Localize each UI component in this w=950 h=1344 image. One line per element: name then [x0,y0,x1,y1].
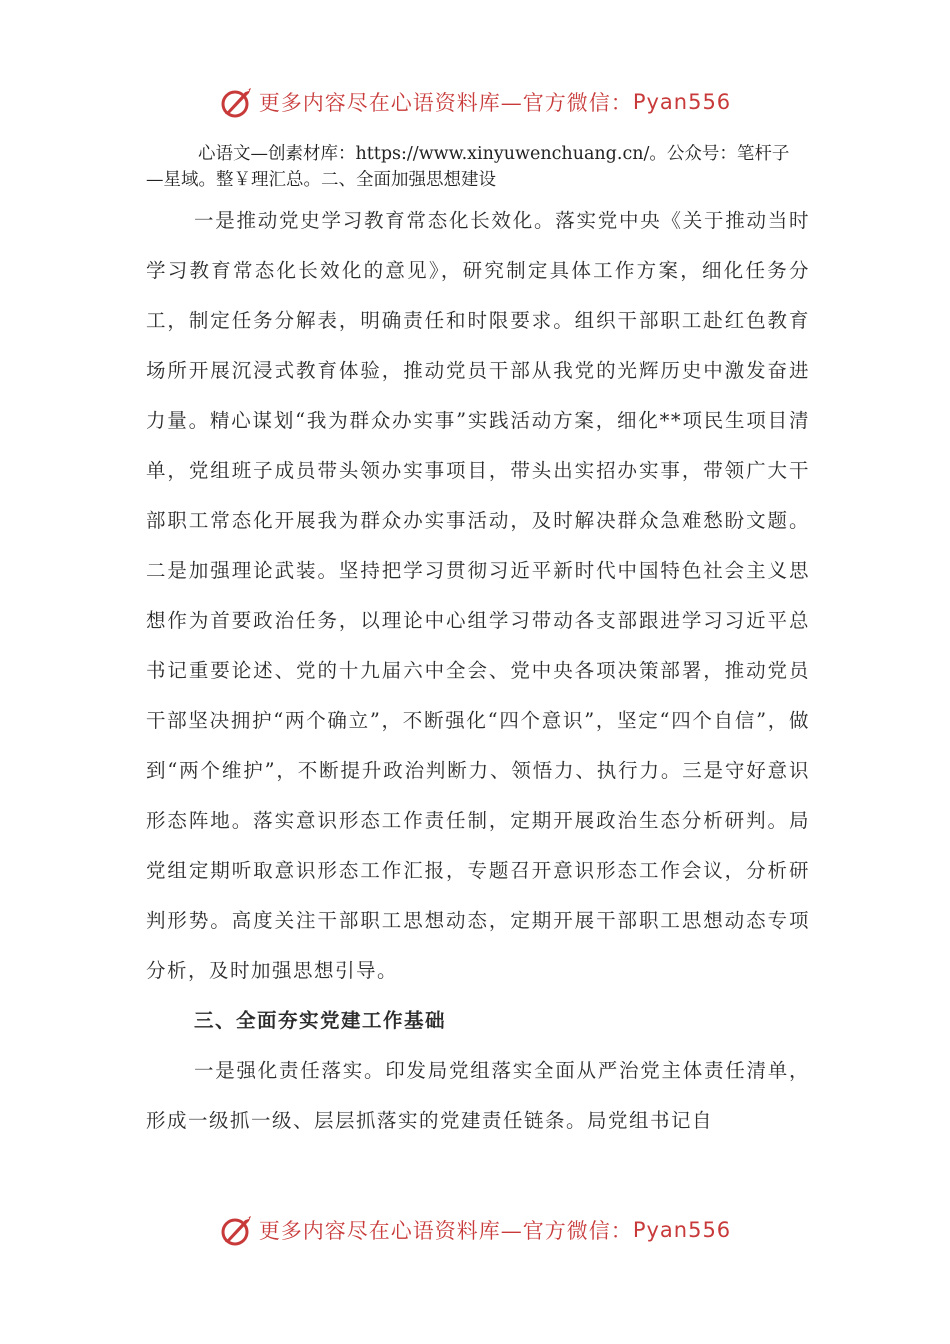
banner-wechat-id: Pyan556 [632,90,732,114]
banner-text: 更多内容尽在心语资料库—官方微信： [258,1219,633,1243]
footer-banner [0,1210,950,1250]
paragraph-thought-building: 一是推动党史学习教育常态化长效化。落实党中央《关于推动当时学习教育常态化长效化的意见》，研究制定具体工作方案，细化任务分工，制定任务分解表，明确责任和时限要求。组织干部职工赴红色教育场所开展沉浸式教育体验，推动党员干部从我党的光辉历史中激发奋进力量。精心谋划“我为群众办实事”实践活动方案，细化**项民生项目清单，党组班子成员带头领办实事项目，带头出实招办实事，带领广大干部职工常态化开展我为群众办实事活动，及时解决群众急难愁盼文题。二是加强理论武装。坚持把学习贯彻习近平新时代中国特色社会主义思想作为首要政治任务，以理论中心组学习带动各支部跟进学习习近平总书记重要论述、党的十九届六中全会、党中央各项决策部署，推动党员干部坚决拥护“两个确立”，不断强化“四个意识”，坚定“四个自信”，做到“两个维护”，不断提升政治判断力、领悟力、执行力。三是守好意识形态阵地。落实意识形态工作责任制，定期开展政治生态分析研判。局党组定期听取意识形态工作汇报，专题召开意识形态工作会议，分析研判形势。高度关注干部职工思想动态，定期开展干部职工思想动态专项分析，及时加强思想引导。 [146,209,810,982]
banner-wechat-id: Pyan556 [632,1218,732,1242]
intro-text-block [146,141,806,193]
section-heading: 三、全面夯实党建工作基础 [194,1009,447,1032]
quill-logo-icon [219,84,255,120]
paragraph-responsibility: 一是强化责任落实。印发局党组落实全面从严治党主体责任清单，形成一级抓一级、层层抓落实的党建责任链条。局党组书记自 [146,1059,810,1132]
banner-text: 更多内容尽在心语资料库—官方微信： [258,91,633,115]
intro-text: 心语文—创素材库：https://www.xinyuwenchuang.cn/。公众号：笔杆子—星域。整￥理汇总。二、全面加强思想建设 [146,144,790,190]
header-banner [0,82,950,122]
document-body [146,196,810,1146]
quill-logo-icon [219,1212,255,1248]
